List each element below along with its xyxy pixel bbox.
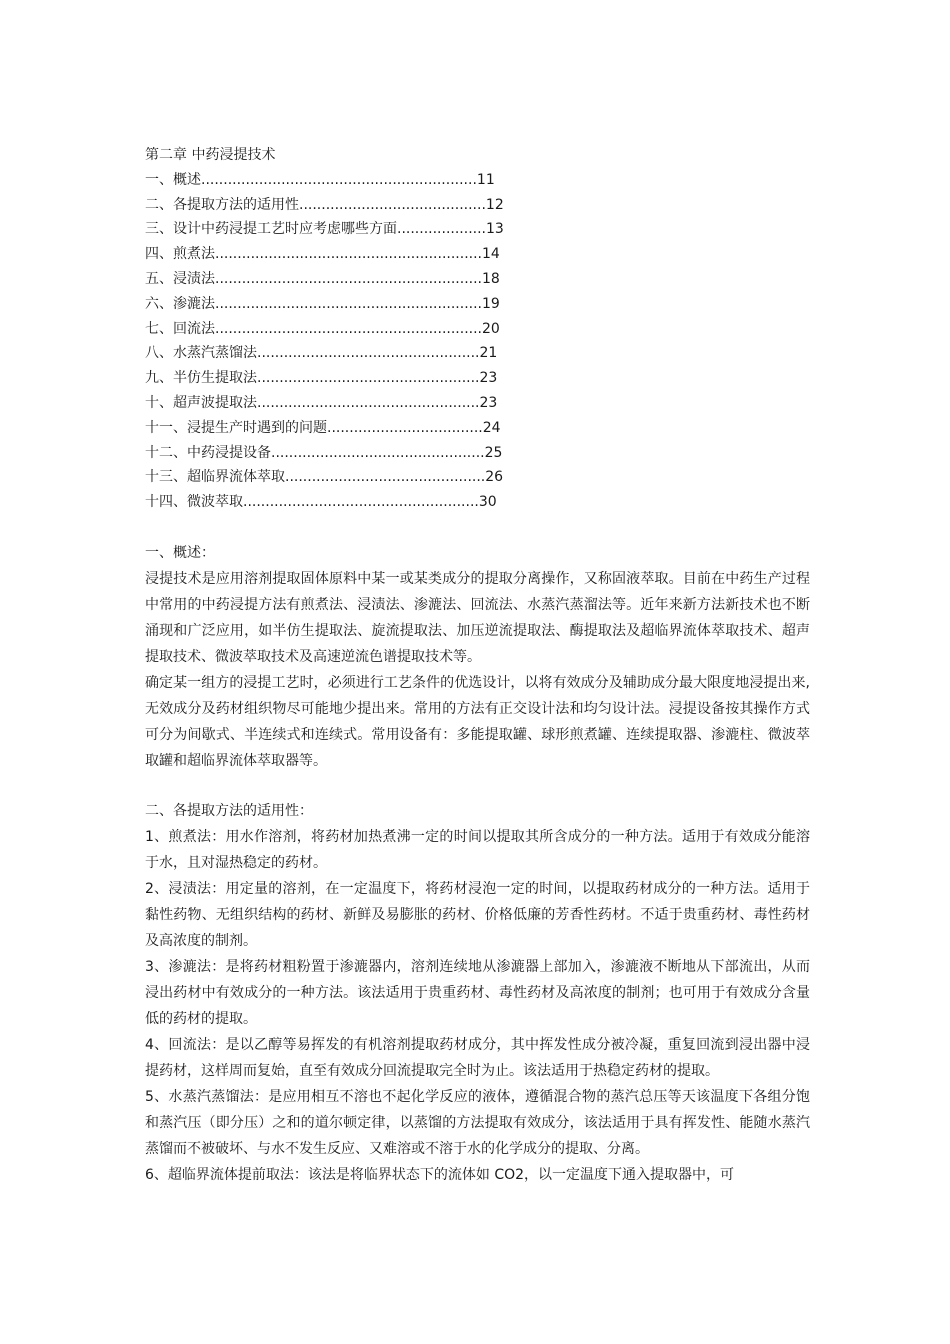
toc-label: 十三、超临界流体萃取	[145, 469, 285, 486]
toc-page: 24	[482, 419, 501, 436]
toc-entry[interactable]	[145, 391, 810, 416]
toc-label: 四、煎煮法	[145, 246, 215, 263]
toc-leader: ............................................................	[215, 295, 483, 312]
paragraph: 2、浸渍法：用定量的溶剂，在一定温度下，将药材浸泡一定的时间，以提取药材成分的一种方法。适用于黏性药物、无组织结构的药材、新鲜及易膨胀的药材、价格低廉的芳香性药材。不适于贵重药材、毒性药材及高浓度的制剂。	[145, 880, 810, 949]
paragraph: 1、煎煮法：用水作溶剂，将药材加热煮沸一定的时间以提取其所含成分的一种方法。适用于有效成分能溶于水，且对湿热稳定的药材。	[145, 828, 810, 871]
document-page	[145, 143, 810, 1188]
toc-page: 26	[485, 469, 504, 486]
paragraph: 3、渗漉法：是将药材粗粉置于渗漉器内，溶剂连续地从渗漉器上部加入，渗漉液不断地从下部流出，从而浸出药材中有效成分的一种方法。该法适用于贵重药材、毒性药材及高浓度的制剂；也可用于有效成分含量低的药材的提取。	[145, 958, 810, 1027]
toc-leader: ................................................	[271, 444, 485, 461]
toc-page: 12	[485, 196, 504, 213]
toc-leader: ............................................................	[215, 270, 483, 287]
toc-entry[interactable]	[145, 317, 810, 342]
toc-entry[interactable]	[145, 217, 810, 242]
toc-label: 一、概述	[145, 171, 201, 188]
paragraph: 浸提技术是应用溶剂提取固体原料中某一或某类成分的提取分离操作，又称固液萃取。目前在中药生产过程中常用的中药浸提方法有煎煮法、浸渍法、渗漉法、回流法、水蒸汽蒸溜法等。近年来新方法新技术也不断涌现和广泛应用，如半仿生提取法、旋流提取法、加压逆流提取法、酶提取法及超临界流体萃取技术、超声提取技术、微波萃取技术及高速逆流色谱提取技术等。	[145, 570, 810, 665]
paragraph: 确定某一组方的浸提工艺时，必须进行工艺条件的优选设计，以将有效成分及辅助成分最大限度地浸提出来,无效成分及药材组织物尽可能地少提出来。常用的方法有正交设计法和均匀设计法。浸提设备按其操作方式可分为间歇式、半连续式和连续式。常用设备有：多能提取罐、球形煎煮罐、连续提取器、渗漉柱、微波萃取罐和超临界流体萃取器等。	[145, 674, 810, 769]
toc-entry[interactable]	[145, 242, 810, 267]
section-applicability	[145, 798, 810, 1188]
toc-label: 五、浸渍法	[145, 270, 215, 287]
paragraph: 4、回流法：是以乙醇等易挥发的有机溶剂提取药材成分，其中挥发性成分被冷凝，重复回流到浸出器中浸提药材，这样周而复始，直至有效成分回流提取完全时为止。该法适用于热稳定药材的提取。	[145, 1036, 810, 1079]
toc-label: 十四、微波萃取	[145, 494, 243, 511]
toc-leader: .............................................	[285, 469, 486, 486]
section-overview	[145, 540, 810, 774]
toc-leader: ..................................................	[257, 345, 480, 362]
paragraph: 5、水蒸汽蒸馏法：是应用相互不溶也不起化学反应的液体，遵循混合物的蒸汽总压等天该温度下各组分饱和蒸汽压（即分压）之和的道尔顿定律，以蒸馏的方法提取有效成分，该法适用于具有挥发性、能随水蒸汽蒸馏而不被破坏、与水不发生反应、又难溶或不溶于水的化学成分的提取、分离。	[145, 1088, 810, 1157]
toc-label: 二、各提取方法的适用性	[145, 196, 299, 213]
toc-page: 18	[482, 270, 500, 287]
toc-label: 九、半仿生提取法	[145, 370, 257, 387]
toc-page: 11	[476, 171, 495, 188]
toc-leader: ....................	[397, 221, 487, 238]
toc-leader: ..................................................	[257, 370, 480, 387]
toc-leader: .....................................................	[243, 494, 479, 511]
toc-entry[interactable]	[145, 168, 810, 193]
toc-entry[interactable]	[145, 465, 810, 490]
toc-label: 三、设计中药浸提工艺时应考虑哪些方面	[145, 221, 397, 238]
toc-page: 19	[482, 295, 500, 312]
toc-leader: ............................................................	[215, 246, 483, 263]
toc-leader: ..............................................................	[201, 171, 477, 188]
toc-entry[interactable]	[145, 366, 810, 391]
toc-label: 六、渗漉法	[145, 295, 215, 312]
toc-leader: ...................................	[327, 419, 483, 436]
toc-leader: ..........................................	[299, 196, 486, 213]
toc-entry[interactable]	[145, 292, 810, 317]
toc-entry[interactable]	[145, 441, 810, 466]
toc-entry[interactable]	[145, 193, 810, 218]
toc-leader: ............................................................	[215, 320, 483, 337]
toc-entry[interactable]	[145, 490, 810, 515]
section-heading: 二、各提取方法的适用性：	[145, 802, 313, 819]
section-heading: 一、概述：	[145, 544, 215, 561]
paragraph: 6、超临界流体提前取法：该法是将临界状态下的流体如 CO2，以一定温度下通入提取器中，可	[145, 1166, 735, 1183]
toc-page: 30	[478, 494, 497, 511]
toc-entry[interactable]	[145, 341, 810, 366]
toc-page: 23	[479, 394, 498, 411]
toc-leader: ..................................................	[257, 394, 480, 411]
toc-page: 14	[482, 246, 500, 263]
toc-label: 八、水蒸汽蒸馏法	[145, 345, 257, 362]
toc-page: 21	[479, 345, 498, 362]
toc-label: 十二、中药浸提设备	[145, 444, 271, 461]
toc-page: 23	[479, 370, 498, 387]
toc-label: 十、超声波提取法	[145, 394, 257, 411]
table-of-contents	[145, 168, 810, 515]
toc-entry[interactable]	[145, 267, 810, 292]
toc-label: 十一、浸提生产时遇到的问题	[145, 419, 327, 436]
toc-page: 25	[484, 444, 503, 461]
toc-page: 20	[482, 320, 500, 337]
toc-entry[interactable]	[145, 416, 810, 441]
toc-page: 13	[486, 221, 504, 238]
toc-label: 七、回流法	[145, 320, 215, 337]
chapter-title: 第二章 中药浸提技术	[145, 147, 276, 163]
